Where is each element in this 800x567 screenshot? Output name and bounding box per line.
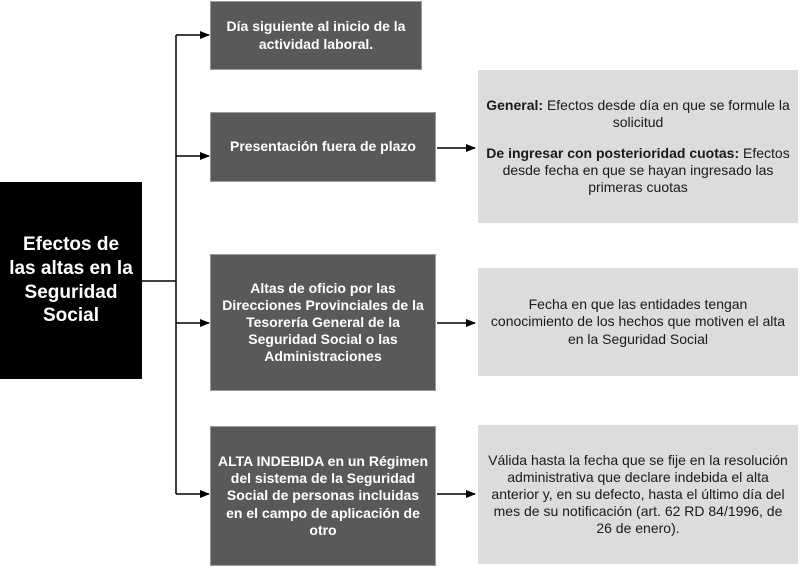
root-label: Efectos de las altas en la Seguridad Social [9, 234, 133, 327]
result-cuotas [486, 145, 790, 196]
branch-inicio-actividad-label: Día siguiente al inicio de la actividad laboral. [226, 18, 406, 52]
result-indebida-text: Válida hasta la fecha que se fije en la resolución administrativa que declare indebida el alta anterior y, en su defecto, hasta el último día del mes de su notificación (art. 62 RD 84/1996, de 26 de enero). [488, 451, 788, 537]
branch-altas-de-oficio-label: Altas de oficio por las Direcciones Provinciales de la Tesorería General de la Seguridad Social o las Administraciones [222, 279, 424, 365]
result-general-label: General: [486, 96, 544, 113]
result-general [486, 97, 790, 131]
result-cuotas-text: Efectos desde fecha en que se hayan ingresado las primeras cuotas [502, 144, 790, 196]
branch-alta-indebida-label: ALTA INDEBIDA en un Régimen del sistema de la Seguridad Social de personas incluidas en el campo de aplicación de otro [218, 453, 428, 538]
branch-fuera-de-plazo [210, 112, 436, 182]
result-oficio-text: Fecha en que las entidades tengan conocimiento de los hechos que motiven el alta en la Seguridad Social [490, 296, 786, 347]
result-general-text: Efectos desde día en que se formule la solicitud [546, 96, 790, 130]
result-fuera-de-plazo [478, 70, 798, 223]
result-alta-indebida [478, 425, 798, 564]
result-altas-de-oficio [478, 268, 798, 376]
branch-alta-indebida [210, 426, 436, 566]
root-node [0, 182, 142, 379]
branch-fuera-de-plazo-label: Presentación fuera de plazo [230, 138, 416, 155]
branch-altas-de-oficio [210, 254, 436, 391]
branch-inicio-actividad [210, 1, 422, 70]
result-cuotas-label: De ingresar con posterioridad cuotas: [486, 144, 740, 161]
